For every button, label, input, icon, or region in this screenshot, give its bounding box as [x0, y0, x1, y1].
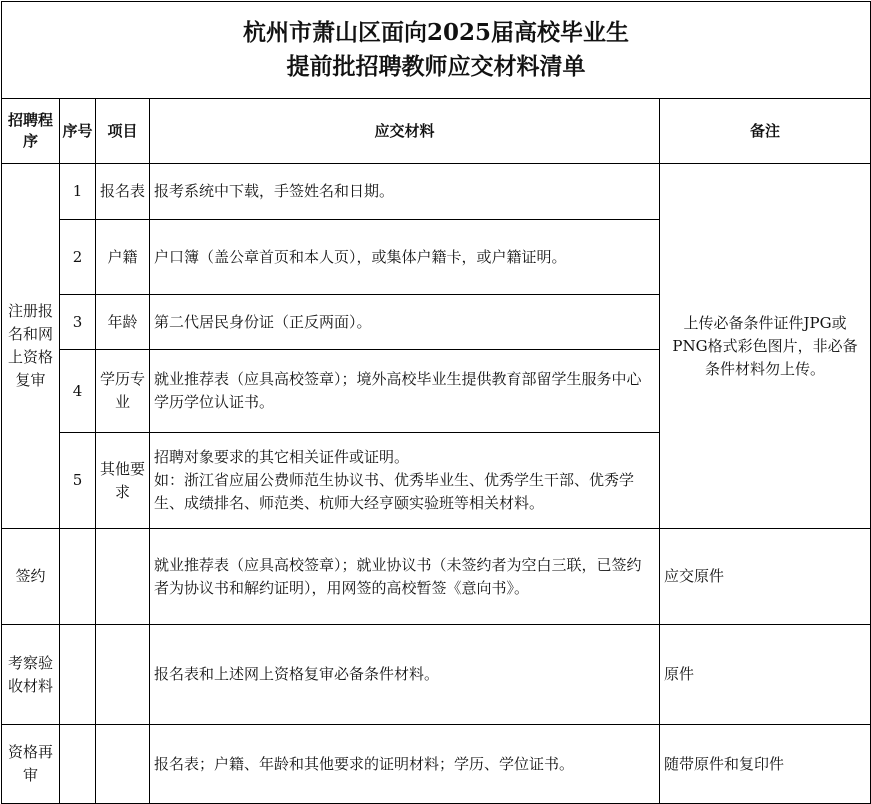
row-material: 户口簿（盖公章首页和本人页），或集体户籍卡，或户籍证明。 [150, 220, 660, 295]
online-review-remark: 上传必备条件证件JPG或PNG格式彩色图片，非必备条件材料勿上传。 [660, 164, 871, 529]
row-material: 报考系统中下载，手签姓名和日期。 [150, 164, 660, 220]
title-line-1: 杭州市萧山区面向2025届高校毕业生 [243, 19, 630, 46]
header-stage: 招聘程序 [2, 99, 60, 164]
row-remark: 随带原件和复印件 [660, 725, 871, 804]
document-title [2, 2, 871, 99]
empty-cell [96, 529, 150, 625]
row-seq: 5 [60, 433, 96, 529]
row-seq: 2 [60, 220, 96, 295]
row-seq: 4 [60, 350, 96, 433]
stage-requalification: 资格再审 [2, 725, 60, 804]
empty-cell [60, 725, 96, 804]
stage-online-review: 注册报名和网上资格复审 [2, 164, 60, 529]
row-seq: 1 [60, 164, 96, 220]
material-line: 招聘对象要求的其它相关证件或证明。 [154, 448, 410, 466]
row-item: 报名表 [96, 164, 150, 220]
header-item: 项目 [96, 99, 150, 164]
table-row [2, 529, 871, 625]
row-item: 年龄 [96, 295, 150, 350]
empty-cell [96, 725, 150, 804]
title-line-2: 提前批招聘教师应交材料清单 [286, 53, 586, 80]
row-item: 学历专业 [96, 350, 150, 433]
row-material [150, 433, 660, 529]
table-row [2, 625, 871, 725]
row-item: 其他要求 [96, 433, 150, 529]
table-row [2, 164, 871, 220]
row-material: 就业推荐表（应具高校签章）；就业协议书（未签约者为空白三联，已签约者为协议书和解约证明），用网签的高校暂签《意向书》。 [150, 529, 660, 625]
stage-signing: 签约 [2, 529, 60, 625]
material-line: 如：浙江省应届公费师范生协议书、优秀毕业生、优秀学生干部、优秀学生、成绩排名、师范类、杭师大经亨颐实验班等相关材料。 [154, 471, 635, 512]
row-remark: 原件 [660, 625, 871, 725]
row-material: 第二代居民身份证（正反两面）。 [150, 295, 660, 350]
stage-inspection: 考察验收材料 [2, 625, 60, 725]
empty-cell [60, 625, 96, 725]
row-item: 户籍 [96, 220, 150, 295]
table-row [2, 725, 871, 804]
materials-table [1, 1, 871, 804]
row-remark: 应交原件 [660, 529, 871, 625]
empty-cell [96, 625, 150, 725]
header-materials: 应交材料 [150, 99, 660, 164]
row-material: 报名表和上述网上资格复审必备条件材料。 [150, 625, 660, 725]
row-seq: 3 [60, 295, 96, 350]
header-remarks: 备注 [660, 99, 871, 164]
row-material: 报名表；户籍、年龄和其他要求的证明材料；学历、学位证书。 [150, 725, 660, 804]
header-seq: 序号 [60, 99, 96, 164]
row-material: 就业推荐表（应具高校签章）；境外高校毕业生提供教育部留学生服务中心学历学位认证书。 [150, 350, 660, 433]
empty-cell [60, 529, 96, 625]
